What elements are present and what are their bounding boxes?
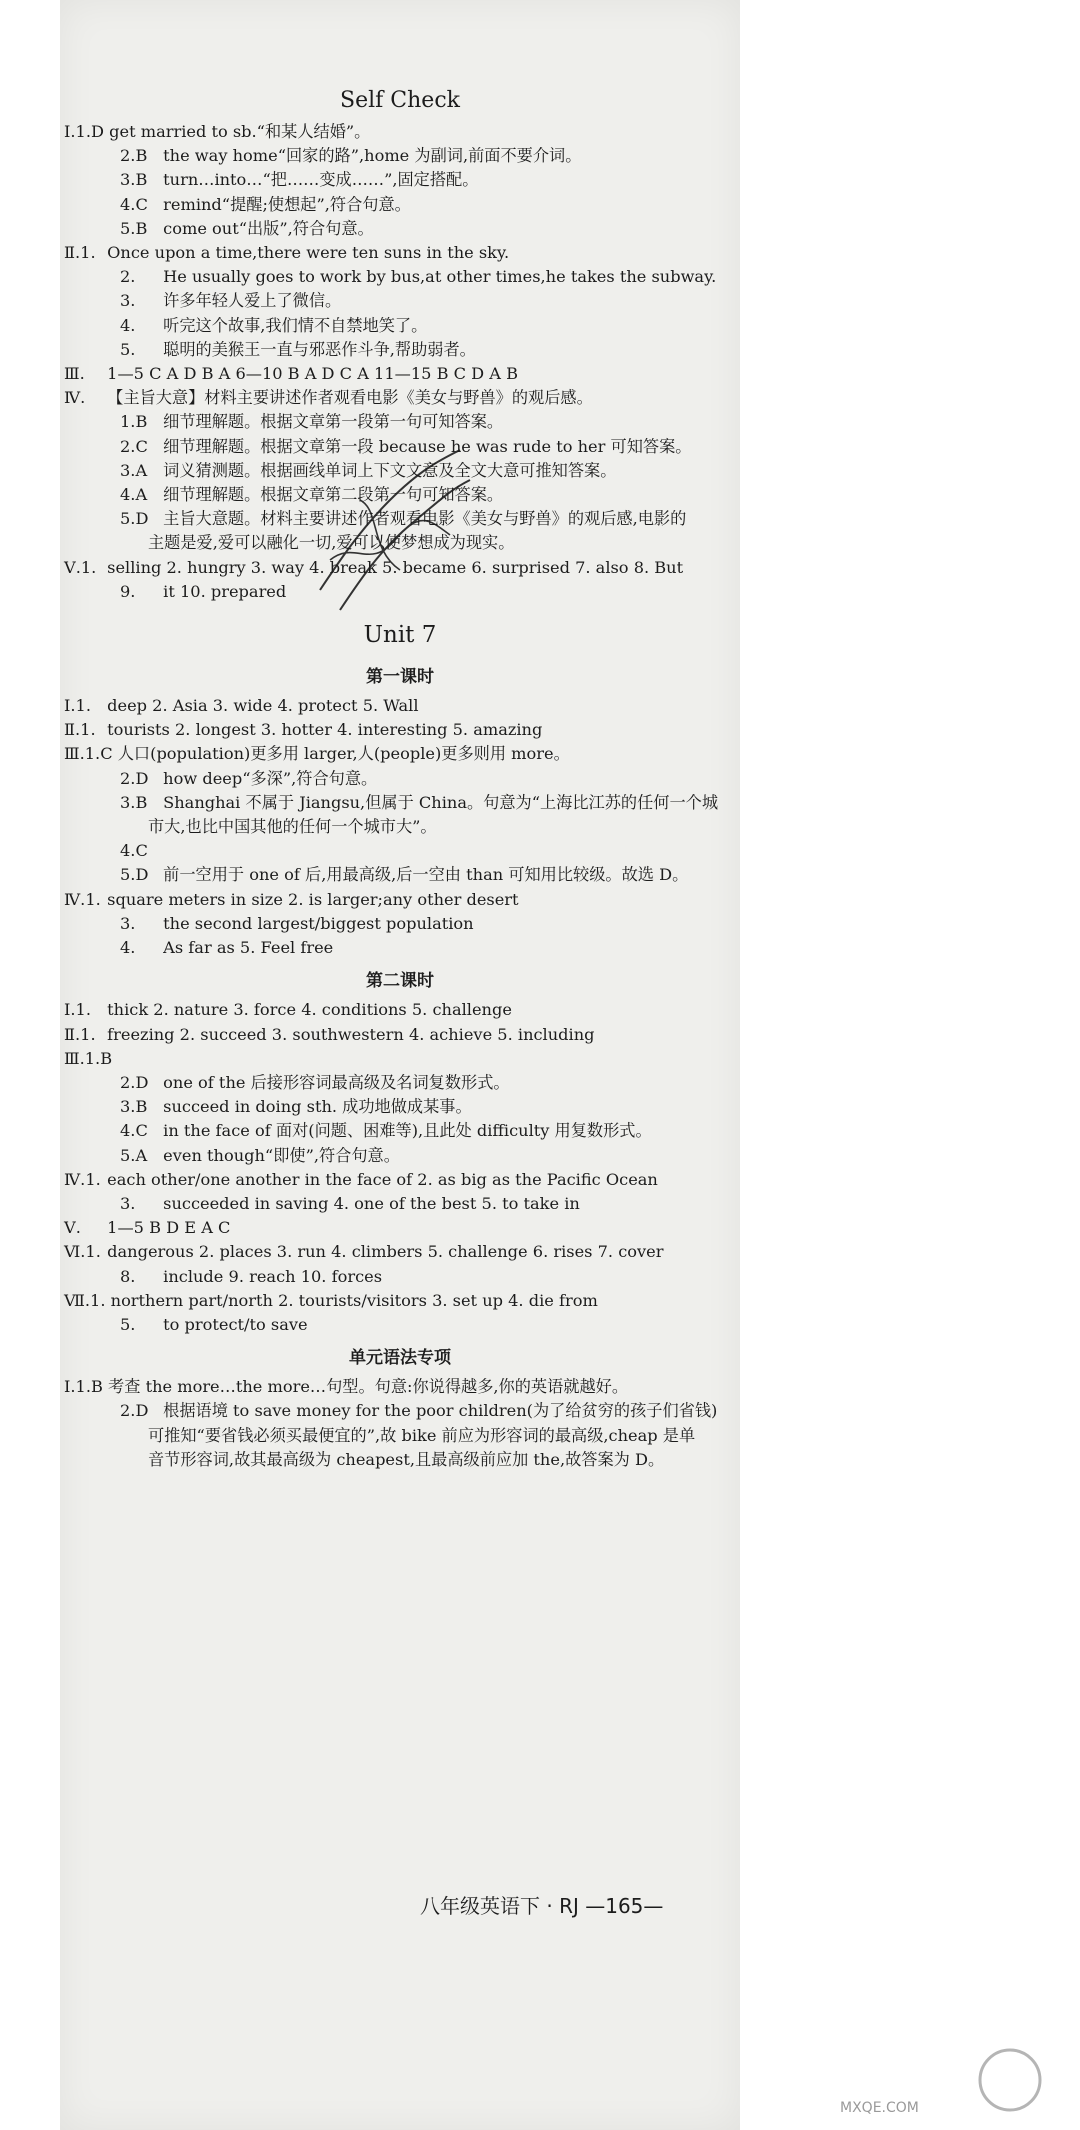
answer-text: 细节理解题。根据文章第二段第一句可知答案。 bbox=[163, 485, 504, 505]
answer-text: 1—5 B D E A C bbox=[107, 1218, 231, 1238]
answer-label: 4. bbox=[120, 938, 136, 958]
answer-label: Ⅶ.1. bbox=[64, 1290, 106, 1310]
answer-label: Ⅰ.1.D bbox=[64, 122, 104, 141]
answer-label: 5.D bbox=[120, 865, 149, 885]
grammar-title: 单元语法专项 bbox=[349, 1348, 451, 1369]
answer-line bbox=[62, 193, 738, 217]
answer-line bbox=[62, 580, 738, 604]
answer-text: remind“提醒;使想起”,符合句意。 bbox=[163, 194, 411, 214]
answer-text: 人口(population)更多用 larger,人(people)更多则用 more。 bbox=[117, 744, 570, 764]
answer-text: the second largest/biggest population bbox=[163, 913, 474, 933]
answer-line bbox=[62, 1313, 738, 1337]
answer-text: thick 2. nature 3. force 4. conditions 5. challenge bbox=[107, 1000, 512, 1020]
answer-line bbox=[62, 1047, 738, 1071]
answer-label: 2.C bbox=[120, 436, 148, 456]
answer-label: Ⅰ.1. bbox=[64, 696, 91, 716]
lesson2-list bbox=[62, 998, 738, 1337]
answer-continuation: 可推知“要省钱必须买最便宜的”,故 bike 前应为形容词的最高级,cheap 是单 bbox=[148, 1425, 696, 1445]
watermark-text: MXQE.COM bbox=[840, 2100, 919, 2116]
answer-label: Ⅳ. bbox=[64, 388, 86, 408]
answer-text: to protect/to save bbox=[163, 1314, 308, 1334]
answer-line bbox=[62, 1216, 738, 1240]
answer-line bbox=[62, 1023, 738, 1047]
answer-label: 2.D bbox=[120, 768, 149, 788]
answer-line bbox=[62, 507, 738, 531]
answer-line bbox=[62, 1192, 738, 1216]
answer-line bbox=[62, 217, 738, 241]
answer-line bbox=[62, 912, 738, 936]
answer-text: one of the 后接形容词最高级及名词复数形式。 bbox=[163, 1072, 510, 1092]
answer-line bbox=[62, 1399, 738, 1423]
answer-text: 许多年轻人爱上了微信。 bbox=[163, 291, 342, 311]
answer-text: include 9. reach 10. forces bbox=[163, 1266, 383, 1286]
answer-line bbox=[62, 314, 738, 338]
answer-text: square meters in size 2. is larger;any other desert bbox=[107, 889, 519, 909]
answer-label: 9. bbox=[120, 581, 136, 601]
answer-label: Ⅱ.1. bbox=[64, 243, 96, 263]
answer-label: 2.D bbox=[120, 1072, 149, 1092]
answer-continuation: 主题是爱,爱可以融化一切,爱可以使梦想成为现实。 bbox=[148, 533, 515, 553]
answer-text: Once upon a time,there were ten suns in the sky. bbox=[107, 243, 510, 263]
answer-line bbox=[62, 742, 738, 766]
answer-line bbox=[62, 1289, 738, 1313]
answer-line bbox=[62, 168, 738, 192]
answer-line bbox=[62, 791, 738, 815]
answer-text: it 10. prepared bbox=[163, 581, 287, 601]
answer-line bbox=[62, 998, 738, 1022]
answer-line bbox=[62, 1071, 738, 1095]
lesson2-title: 第二课时 bbox=[366, 971, 434, 992]
grammar-list bbox=[62, 1375, 738, 1472]
answer-continuation: 市大,也比中国其他的任何一个城市大”。 bbox=[148, 817, 437, 837]
answer-line bbox=[62, 863, 738, 887]
answer-line bbox=[62, 936, 738, 960]
answer-label: Ⅳ.1. bbox=[64, 1169, 101, 1189]
answer-line bbox=[62, 241, 738, 265]
answer-label: 5. bbox=[120, 339, 136, 359]
answer-label: 5.B bbox=[120, 218, 148, 238]
answer-line bbox=[62, 556, 738, 580]
answer-label: 3.B bbox=[120, 792, 148, 812]
answer-text: He usually goes to work by bus,at other times,he takes the subway. bbox=[163, 267, 717, 287]
answer-label: Ⅳ.1. bbox=[64, 889, 101, 909]
answer-text: Shanghai 不属于 Jiangsu,但属于 China。句意为“上海比江苏的任何一个城 bbox=[163, 792, 719, 812]
answer-line bbox=[62, 265, 738, 289]
answer-text: each other/one another in the face of 2. as big as the Pacific Ocean bbox=[107, 1169, 658, 1189]
answer-line bbox=[62, 718, 738, 742]
answer-line bbox=[62, 839, 738, 863]
answer-label: Ⅱ.1. bbox=[64, 720, 96, 740]
answer-label: 2.D bbox=[120, 1401, 149, 1421]
answer-label: 4. bbox=[120, 315, 136, 335]
answer-line bbox=[62, 410, 738, 434]
answer-text: 细节理解题。根据文章第一段第一句可知答案。 bbox=[163, 412, 504, 432]
answer-line bbox=[62, 386, 738, 410]
answer-line bbox=[62, 289, 738, 313]
lesson1-title: 第一课时 bbox=[366, 667, 434, 688]
answer-label: 4.C bbox=[120, 194, 148, 214]
answer-text: 聪明的美猴王一直与邪恶作斗争,帮助弱者。 bbox=[163, 339, 476, 359]
answer-text: turn…into…“把……变成……”,固定搭配。 bbox=[163, 170, 479, 190]
answer-label: 2. bbox=[120, 267, 136, 287]
answer-label: Ⅲ.1.B bbox=[64, 1048, 113, 1068]
answer-label: 2.B bbox=[120, 146, 148, 166]
answer-text: 词义猜测题。根据画线单词上下文文意及全文大意可推知答案。 bbox=[163, 460, 617, 480]
answer-text: get married to sb.“和某人结婚”。 bbox=[109, 122, 371, 141]
answer-label: 1.B bbox=[120, 412, 148, 432]
answer-line bbox=[62, 1265, 738, 1289]
answer-text: even though“即使”,符合句意。 bbox=[163, 1145, 400, 1165]
lesson1-list bbox=[62, 694, 738, 960]
answer-text: 细节理解题。根据文章第一段 because he was rude to her 可知答案。 bbox=[163, 436, 692, 456]
answer-label: 3. bbox=[120, 913, 136, 933]
answer-line bbox=[62, 694, 738, 718]
answer-line bbox=[62, 1119, 738, 1143]
answer-line bbox=[62, 1168, 738, 1192]
self-check-list bbox=[62, 120, 738, 604]
answer-text: 听完这个故事,我们情不自禁地笑了。 bbox=[163, 315, 428, 335]
answer-line bbox=[62, 459, 738, 483]
answer-text: northern part/north 2. tourists/visitors 3. set up 4. die from bbox=[110, 1290, 598, 1310]
answer-continuation: 音节形容词,故其最高级为 cheapest,且最高级前应加 the,故答案为 D。 bbox=[148, 1449, 665, 1469]
answer-label: Ⅲ. bbox=[64, 364, 85, 384]
answer-text: 前一空用于 one of 后,用最高级,后一空由 than 可知用比较级。故选 D。 bbox=[163, 865, 689, 885]
answer-text: deep 2. Asia 3. wide 4. protect 5. Wall bbox=[107, 696, 419, 716]
answer-line bbox=[62, 1375, 738, 1399]
answer-text: dangerous 2. places 3. run 4. climbers 5. challenge 6. rises 7. cover bbox=[107, 1242, 664, 1262]
answer-label: Ⅵ.1. bbox=[64, 1242, 101, 1262]
answer-label: 4.C bbox=[120, 841, 148, 861]
answer-line bbox=[62, 338, 738, 362]
answer-text: 根据语境 to save money for the poor children(为了给贫穷的孩子们省钱) bbox=[163, 1401, 718, 1421]
answer-text: 主旨大意题。材料主要讲述作者观看电影《美女与野兽》的观后感,电影的 bbox=[163, 509, 687, 529]
unit-title: Unit 7 bbox=[363, 622, 437, 649]
answer-text: succeed in doing sth. 成功地做成某事。 bbox=[163, 1097, 472, 1117]
answer-text: in the face of 面对(问题、困难等),且此处 difficulty 用复数形式。 bbox=[163, 1121, 652, 1141]
answer-text: As far as 5. Feel free bbox=[163, 938, 334, 958]
answer-label: 3.A bbox=[120, 460, 148, 480]
answer-line bbox=[62, 767, 738, 791]
answer-label: 3. bbox=[120, 1193, 136, 1213]
answer-label: 3.B bbox=[120, 1097, 148, 1117]
answer-label: 3. bbox=[120, 291, 136, 311]
answer-text: 【主旨大意】材料主要讲述作者观看电影《美女与野兽》的观后感。 bbox=[107, 388, 593, 408]
answer-text: selling 2. hungry 3. way 4. break 5. became 6. surprised 7. also 8. But bbox=[107, 557, 684, 577]
answer-line bbox=[62, 483, 738, 507]
answer-label: 5.A bbox=[120, 1145, 148, 1165]
answer-label: 3.B bbox=[120, 170, 148, 190]
answer-line bbox=[62, 888, 738, 912]
answer-label: Ⅴ. bbox=[64, 1218, 81, 1238]
answer-label: 8. bbox=[120, 1266, 136, 1286]
answer-text: how deep“多深”,符合句意。 bbox=[163, 768, 378, 788]
answer-label: 4.A bbox=[120, 485, 148, 505]
answer-line bbox=[62, 1144, 738, 1168]
answer-line bbox=[62, 1095, 738, 1119]
answer-text: 1—5 C A D B A 6—10 B A D C A 11—15 B C D A B bbox=[107, 364, 519, 384]
answer-label: Ⅰ.1. bbox=[64, 1000, 91, 1020]
answer-label: Ⅰ.1.B bbox=[64, 1377, 103, 1397]
section-title-self-check: Self Check bbox=[340, 88, 460, 113]
answer-text: come out“出版”,符合句意。 bbox=[163, 218, 374, 238]
answer-label: 5. bbox=[120, 1314, 136, 1334]
answer-text: the way home“回家的路”,home 为副词,前面不要介词。 bbox=[163, 146, 582, 166]
answer-label: 5.D bbox=[120, 509, 149, 529]
answer-label: Ⅴ.1. bbox=[64, 557, 97, 577]
answer-text: freezing 2. succeed 3. southwestern 4. achieve 5. including bbox=[107, 1024, 595, 1044]
answer-text: 考查 the more…the more…句型。句意:你说得越多,你的英语就越好。 bbox=[108, 1377, 629, 1397]
answer-line bbox=[62, 435, 738, 459]
page-footer: 八年级英语下 · RJ —165— bbox=[420, 1894, 664, 1918]
answer-line bbox=[62, 144, 738, 168]
answer-line bbox=[62, 362, 738, 386]
watermark-logo bbox=[800, 2040, 1060, 2120]
answer-content bbox=[62, 82, 738, 1472]
answer-line bbox=[62, 1240, 738, 1264]
answer-text: succeeded in saving 4. one of the best 5. to take in bbox=[163, 1193, 580, 1213]
answer-label: 4.C bbox=[120, 1121, 148, 1141]
answer-label: Ⅲ.1.C bbox=[64, 744, 113, 764]
answer-label: Ⅱ.1. bbox=[64, 1024, 96, 1044]
answer-line bbox=[62, 120, 738, 144]
answer-text: tourists 2. longest 3. hotter 4. interesting 5. amazing bbox=[107, 720, 543, 740]
